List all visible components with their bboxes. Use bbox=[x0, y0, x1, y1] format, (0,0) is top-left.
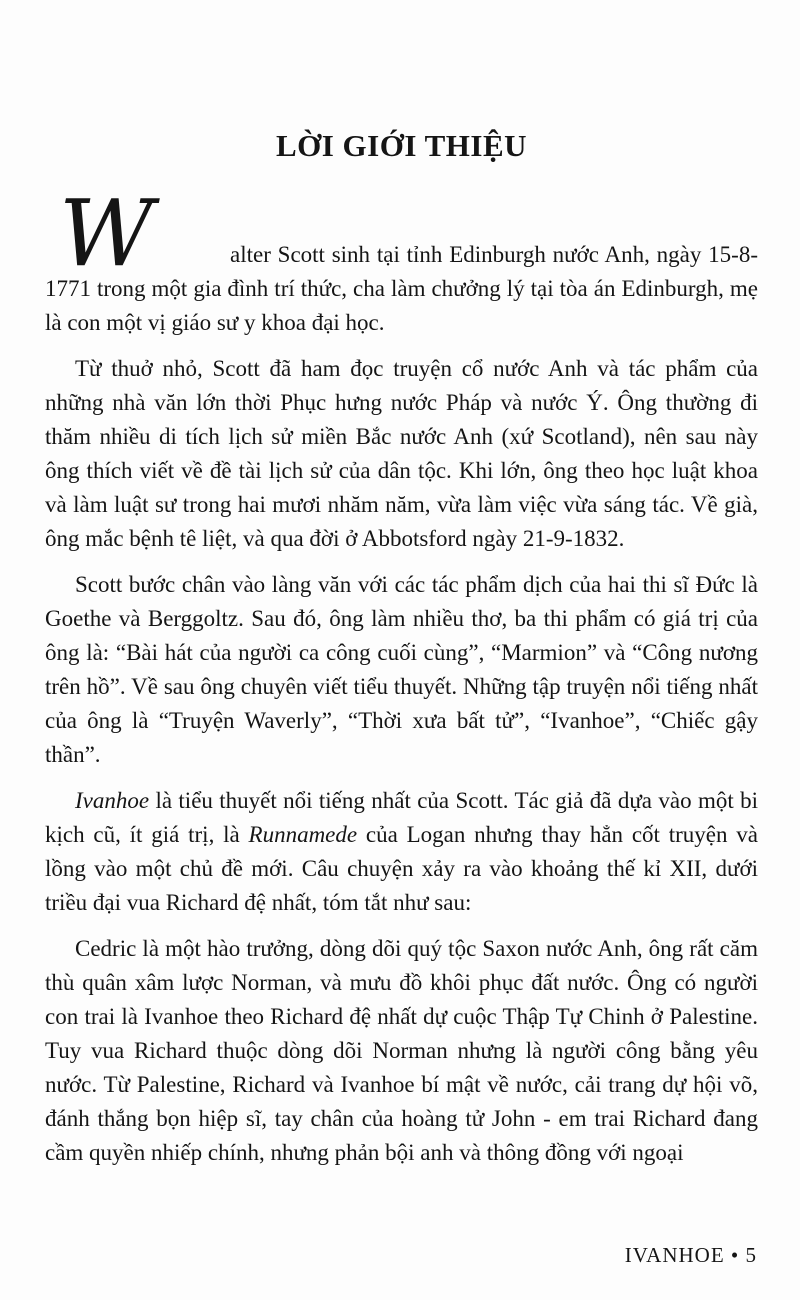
paragraph-4 bbox=[45, 784, 758, 920]
running-title-page-number: IVANHOE • 5 bbox=[624, 1243, 757, 1267]
text-segment: Scott bước chân vào làng văn với các tác phẩm dịch của hai thi sĩ Đức là Goethe và Berggoltz. Sau đó, ông làm nhiều thơ, ba thi phẩm có giá trị của ông là: “Bài hát của người ca công cuối cùng”, “Marmion” và “Công nương trên hồ”. Về sau ông chuyên viết tiểu thuyết. Những tập truyện nổi tiếng nhất của ông là “Truyện Waverly”, “Thời xưa bất tử”, “Ivanhoe”, “Chiếc gậy thần”. bbox=[45, 572, 758, 767]
text-segment: của Logan nhưng thay hẳn cốt truyện và lồng vào một chủ đề mới. Câu chuyện xảy ra vào khoảng thế kỉ XII, dưới triều đại vua Richard đệ nhất, tóm tắt như sau: bbox=[45, 822, 758, 915]
text-segment-italic: Ivanhoe bbox=[75, 788, 150, 813]
paragraph-2 bbox=[45, 352, 758, 556]
page-footer bbox=[625, 1243, 757, 1268]
paragraph-1 bbox=[45, 180, 758, 340]
paragraph-3 bbox=[45, 568, 758, 772]
text-segment-italic: Runnamede bbox=[248, 822, 358, 847]
text-segment: alter Scott sinh tại tỉnh Edinburgh nước Anh, ngày 15-8-1771 trong một gia đình trí thức, cha làm chưởng lý tại tòa án Edinburgh, mẹ là con một vị giáo sư y khoa đại học. bbox=[45, 242, 758, 335]
drop-cap-letter: W bbox=[59, 180, 154, 287]
text-segment: Cedric là một hào trưởng, dòng dõi quý tộc Saxon nước Anh, ông rất căm thù quân xâm lược Norman, và mưu đồ khôi phục đất nước. Ông có người con trai là Ivanhoe theo Richard đệ nhất dự cuộc Thập Tự Chinh ở Palestine. Tuy vua Richard thuộc dòng dõi Norman nhưng là người công bằng yêu nước. Từ Palestine, Richard và Ivanhoe bí mật về nước, cải trang dự hội võ, đánh thắng bọn hiệp sĩ, tay chân của hoàng tử John - em trai Richard đang cầm quyền nhiếp chính, nhưng phản bội anh và thông đồng với ngoại bbox=[45, 936, 758, 1165]
page-title: LỜI GIỚI THIỆU bbox=[275, 128, 528, 163]
text-segment: là tiểu thuyết nổi tiếng nhất của Scott. Tác giả đã dựa vào một bi kịch cũ, ít giá trị, là bbox=[45, 788, 758, 847]
introduction-text bbox=[45, 180, 758, 1170]
text-segment: Từ thuở nhỏ, Scott đã ham đọc truyện cổ nước Anh và tác phẩm của những nhà văn lớn thời Phục hưng nước Pháp và nước Ý. Ông thường đi thăm nhiều di tích lịch sử miền Bắc nước Anh (xứ Scotland), nên sau này ông thích viết về đề tài lịch sử của dân tộc. Khi lớn, ông theo học luật khoa và làm luật sư trong hai mươi nhăm năm, vừa làm việc vừa sáng tác. Về già, ông mắc bệnh tê liệt, và qua đời ở Abbotsford ngày 21-9-1832. bbox=[45, 356, 758, 551]
paragraph-5 bbox=[45, 932, 758, 1170]
